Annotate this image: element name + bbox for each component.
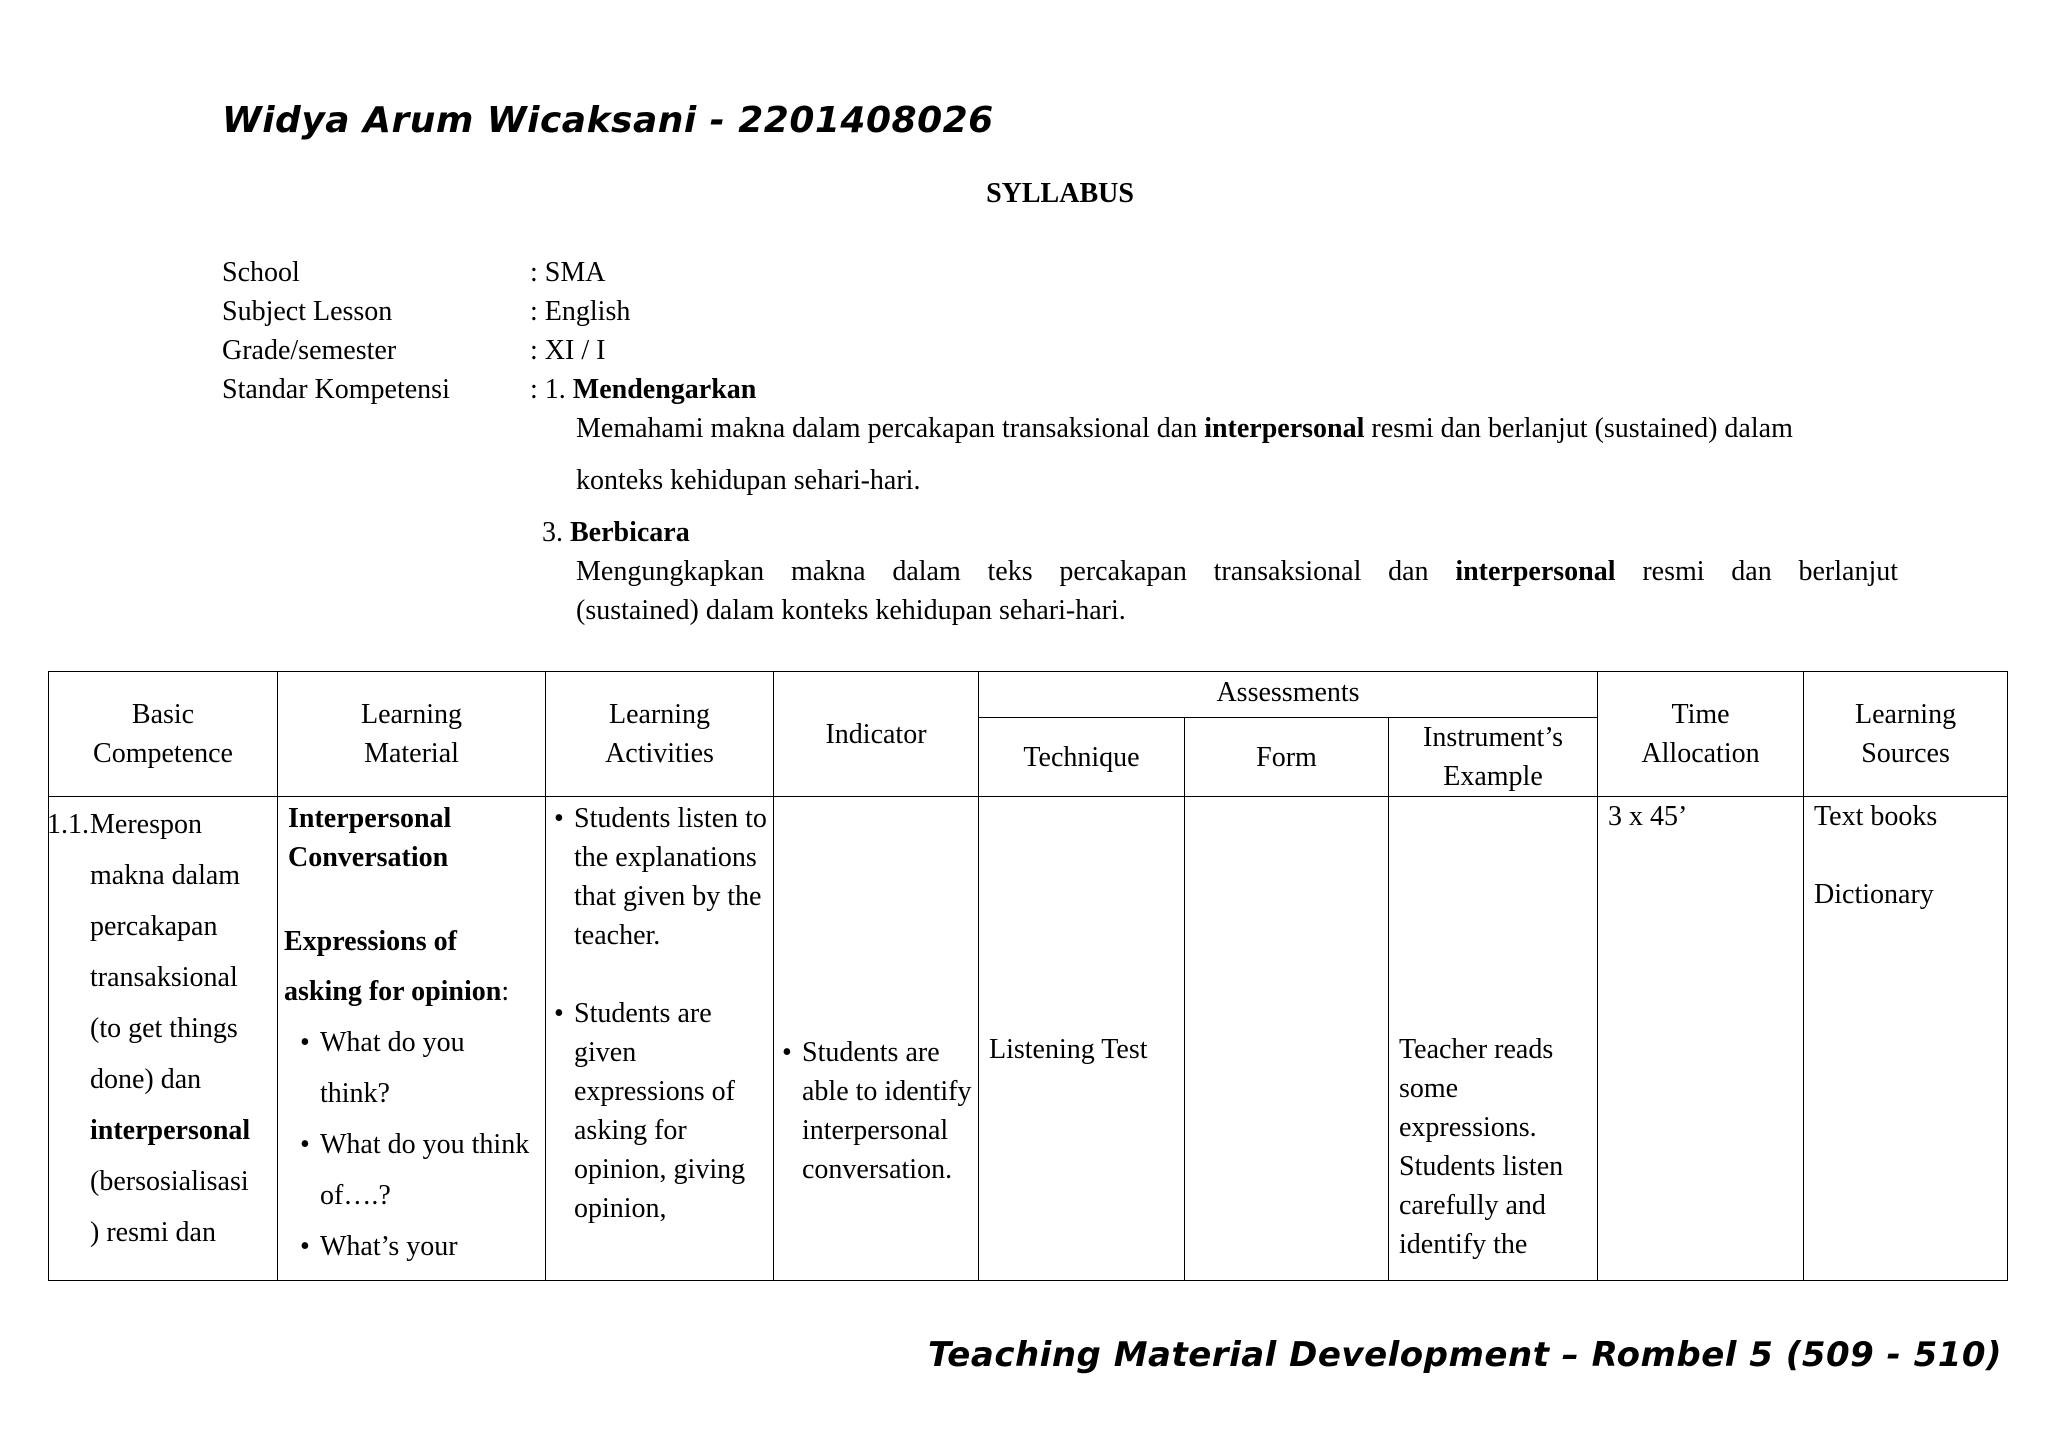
material-item: • What do you think of….? [320, 1119, 537, 1221]
header-form: Form [1185, 718, 1389, 797]
sk3-heading: 3. Berbicara [542, 517, 690, 548]
header-assessments: Assessments [979, 672, 1598, 718]
cell-learning-sources [1804, 797, 2008, 1281]
sk1-title: Mendengarkan [572, 374, 757, 405]
cell-basic-competence: 1.1. Merespon makna dalam percakapan transaksional (to get things done) dan interpersonal (bersosialisasi ) resmi dan [49, 797, 278, 1281]
activity-item: • Students are given expressions of asking for opinion, giving opinion, [574, 994, 767, 1228]
info-label-grade: Grade/semester [222, 335, 397, 366]
material-item: • What do you think? [320, 1017, 537, 1119]
header-technique: Technique [979, 718, 1185, 797]
sk3-description-cont: (sustained) dalam konteks kehidupan sehari-hari. [576, 595, 1126, 626]
author-header: Widya Arum Wicaksani - 2201408026 [222, 100, 994, 141]
sk1-description-cont: konteks kehidupan sehari-hari. [576, 465, 921, 496]
header-learning-sources: Learning Sources [1804, 672, 2008, 797]
info-value-school: : SMA [530, 257, 606, 288]
info-label-standar: Standar Kompetensi [222, 374, 450, 405]
cell-learning-activities [546, 797, 774, 1281]
header-indicator: Indicator [774, 672, 979, 797]
cell-technique: Listening Test [979, 797, 1185, 1281]
cell-instrument: Teacher reads some expressions. Students listen carefully and identify the [1389, 797, 1598, 1281]
header-time-allocation: Time Allocation [1598, 672, 1804, 797]
cell-form [1185, 797, 1389, 1281]
indicator-item: • Students are able to identify interpersonal conversation. [802, 1033, 972, 1189]
footer-text: Teaching Material Development – Rombel 5 (509 - 510) [928, 1335, 2003, 1375]
info-value-grade: : XI / I [530, 335, 606, 366]
cell-learning-material: Interpersonal Conversation Expressions of asking for opinion: • What do you think? • What do you think of….? • What’s your [278, 797, 546, 1281]
sk3-description: Mengungkapkan makna dalam teks percakapan transaksional dan interpersonal resmi dan berlanjut [576, 556, 1898, 587]
cell-indicator [774, 797, 979, 1281]
info-label-school: School [222, 257, 300, 288]
header-learning-activities: Learning Activities [546, 672, 774, 797]
material-item: • What’s your [320, 1221, 537, 1272]
activity-item: • Students listen to the explanations that given by the teacher. [574, 799, 767, 955]
info-label-subject: Subject Lesson [222, 296, 393, 327]
header-learning-material: Learning Material [278, 672, 546, 797]
info-value-subject: : English [530, 296, 631, 327]
source-item: Text books [1814, 801, 1938, 832]
cell-time-allocation: 3 x 45’ [1598, 797, 1804, 1281]
header-basic-competence: Basic Competence [49, 672, 278, 797]
info-value-standar: : 1. Mendengarkan [530, 374, 757, 405]
header-instrument: Instrument’s Example [1389, 718, 1598, 797]
syllabus-table [48, 671, 2008, 1281]
source-item: Dictionary [1814, 879, 1934, 910]
document-title: SYLLABUS [986, 178, 1134, 209]
sk1-description: Memahami makna dalam percakapan transaksional dan interpersonal resmi dan berlanjut (sustained) dalam [576, 413, 1793, 444]
